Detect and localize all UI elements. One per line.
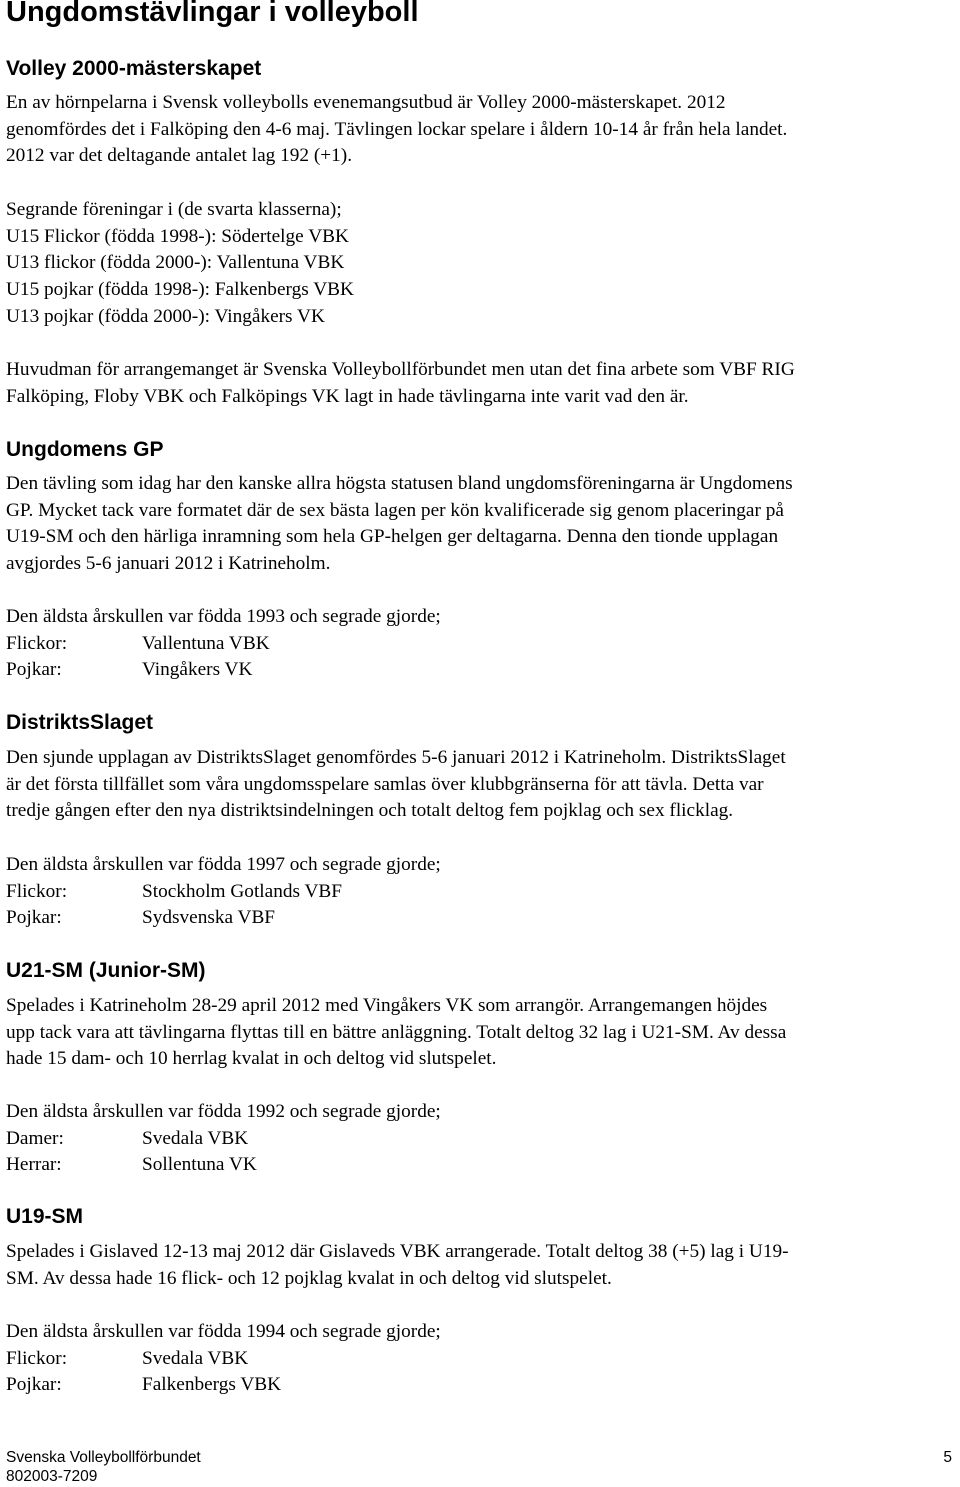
heading-u21sm: U21-SM (Junior-SM) (6, 959, 206, 982)
result-row (6, 1152, 441, 1179)
text-line: tredje gången efter den nya distriktsindelningen och totalt deltog fem pojklag och sex flicklag. (6, 800, 734, 822)
heading-distriktsslaget: DistriktsSlaget (6, 711, 154, 734)
result-label: Flickor: (6, 1347, 68, 1369)
text-line: GP. Mycket tack vare formatet där de sex bästa lagen per kön kvalificerade sig genom placeringar på (6, 499, 784, 521)
results-intro: Den äldsta årskullen var födda 1993 och segrade gjorde; (6, 606, 441, 627)
heading-volley2000: Volley 2000-mästerskapet (6, 57, 262, 80)
result-team: Sydsvenska VBF (142, 907, 276, 929)
text-line: Segrande föreningar i (de svarta klasserna); (6, 199, 342, 220)
result-row (6, 1372, 441, 1399)
result-team: Vallentuna VBK (142, 632, 270, 654)
text-line: Den sjunde upplagan av DistriktsSlaget genomfördes 5-6 januari 2012 i Katrineholm. DistriktsSlaget (6, 747, 786, 768)
footer-orgnr: 802003-7209 (6, 1468, 98, 1485)
result-row (6, 879, 441, 906)
results-intro: Den äldsta årskullen var födda 1997 och segrade gjorde; (6, 854, 441, 875)
distriktsslaget-results (6, 852, 441, 932)
result-team: Sollentuna VK (142, 1154, 257, 1176)
text-line: är det första tillfället som våra ungdomsspelare samlas över klubbgränserna för att tävla. Detta var (6, 773, 764, 795)
text-line: En av hörnpelarna i Svensk volleybolls evenemangsutbud är Volley 2000-mästerskapet. 2012 (6, 92, 726, 113)
result-row (6, 1346, 441, 1373)
result-label: Flickor: (6, 632, 68, 654)
result-label: Damer: (6, 1127, 64, 1149)
results-intro: Den äldsta årskullen var födda 1994 och segrade gjorde; (6, 1321, 441, 1342)
text-line: Huvudman för arrangemanget är Svenska Volleybollförbundet men utan det fina arbete som VBF RIG (6, 359, 795, 380)
text-line: SM. Av dessa hade 16 flick- och 12 pojklag kvalat in och deltog vid slutspelet. (6, 1267, 612, 1289)
result-label: Pojkar: (6, 659, 62, 681)
footer-org: Svenska Volleybollförbundet (6, 1449, 201, 1466)
text-line: hade 15 dam- och 10 herrlag kvalat in och deltog vid slutspelet. (6, 1048, 497, 1070)
result-team: Falkenbergs VBK (142, 1374, 282, 1396)
heading-ungdomens-gp: Ungdomens GP (6, 438, 164, 461)
u21sm-text (6, 993, 786, 1073)
text-line: U15 pojkar (födda 1998-): Falkenbergs VBK (6, 279, 354, 301)
text-line: Spelades i Gislaved 12-13 maj 2012 där Gislaveds VBK arrangerade. Totalt deltog 38 (+5) lag i U19- (6, 1241, 789, 1262)
text-line: genomfördes det i Falköping den 4-6 maj. Tävlingen lockar spelare i åldern 10-14 år från hela landet. (6, 118, 788, 140)
result-team: Svedala VBK (142, 1127, 249, 1149)
text-line: Spelades i Katrineholm 28-29 april 2012 med Vingåkers VK som arrangör. Arrangemangen höjdes (6, 995, 768, 1016)
result-team: Stockholm Gotlands VBF (142, 880, 342, 902)
result-label: Flickor: (6, 880, 68, 902)
u19sm-text (6, 1239, 789, 1292)
result-team: Vingåkers VK (142, 659, 253, 681)
result-label: Herrar: (6, 1154, 62, 1176)
result-row (6, 631, 441, 658)
volley2000-intro (6, 90, 787, 170)
distriktsslaget-text (6, 745, 786, 825)
ungdomens-gp-text (6, 471, 793, 578)
volley2000-winners (6, 197, 354, 330)
ungdomens-gp-results (6, 604, 441, 684)
text-line: upp tack vara att tävlingarna flyttas till en bättre anläggning. Totalt deltog 32 lag i U21-SM. Av dessa (6, 1021, 787, 1043)
heading-u19sm: U19-SM (6, 1205, 84, 1228)
page-number: 5 (943, 1449, 952, 1466)
result-label: Pojkar: (6, 1374, 62, 1396)
u21sm-results (6, 1099, 441, 1179)
text-line: U19-SM och den härliga inramning som hela GP-helgen ger deltagarna. Denna den tionde upplagan (6, 526, 779, 548)
text-line: U13 pojkar (födda 2000-): Vingåkers VK (6, 305, 325, 327)
text-line: Falköping, Floby VBK och Falköpings VK lagt in hade tävlingarna inte varit vad den är. (6, 385, 689, 407)
text-line: U15 Flickor (födda 1998-): Södertelge VBK (6, 225, 349, 247)
text-line: avgjordes 5-6 januari 2012 i Katrineholm. (6, 553, 331, 575)
page-title: Ungdomstävlingar i volleyboll (6, 0, 419, 28)
results-intro: Den äldsta årskullen var födda 1992 och segrade gjorde; (6, 1101, 441, 1122)
result-row (6, 905, 441, 932)
volley2000-organizer (6, 357, 795, 410)
text-line: U13 flickor (födda 2000-): Vallentuna VBK (6, 252, 345, 274)
result-row (6, 657, 441, 684)
result-label: Pojkar: (6, 907, 62, 929)
u19sm-results (6, 1319, 441, 1399)
text-line: 2012 var det deltagande antalet lag 192 (+1). (6, 145, 353, 167)
result-team: Svedala VBK (142, 1347, 249, 1369)
text-line: Den tävling som idag har den kanske allra högsta statusen bland ungdomsföreningarna är Ungdomens (6, 473, 793, 494)
result-row (6, 1126, 441, 1153)
